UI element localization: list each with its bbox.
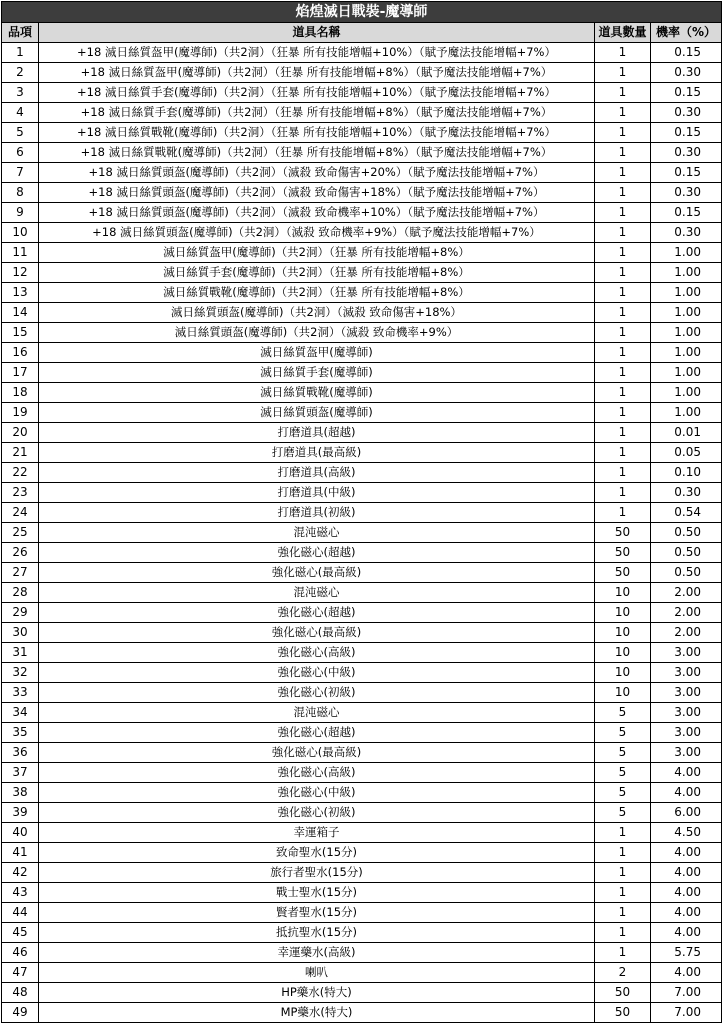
item-name: 滅日絲質頭盔(魔導師) [39,403,595,423]
item-quantity: 5 [595,803,651,823]
item-index: 20 [2,423,39,443]
table-body [2,43,722,1023]
item-rate: 2.00 [651,603,722,623]
item-name: 幸運箱子 [39,823,595,843]
item-name: +18 滅日絲質盔甲(魔導師)（共2洞）（狂暴 所有技能增幅+10%）（賦予魔法技能增幅+7%） [39,43,595,63]
table-row [2,483,722,503]
table-row [2,943,722,963]
table-row [2,323,722,343]
table-row [2,343,722,363]
item-name: +18 滅日絲質頭盔(魔導師)（共2洞）（滅殺 致命傷害+20%）（賦予魔法技能增幅+7%） [39,163,595,183]
item-rate: 1.00 [651,323,722,343]
item-name: 混沌磁心 [39,523,595,543]
item-quantity: 1 [595,943,651,963]
table-row [2,403,722,423]
item-name: +18 滅日絲質盔甲(魔導師)（共2洞）（狂暴 所有技能增幅+8%）（賦予魔法技能增幅+7%） [39,63,595,83]
item-quantity: 50 [595,983,651,1003]
item-index: 42 [2,863,39,883]
header-row [2,23,722,43]
header-rate: 機率（%） [651,23,722,43]
item-quantity: 1 [595,83,651,103]
header-index: 品項 [2,23,39,43]
item-quantity: 1 [595,203,651,223]
item-quantity: 10 [595,663,651,683]
table-title: 焰煌滅日戰裝-魔導師 [2,2,722,23]
item-rate: 0.10 [651,463,722,483]
item-quantity: 1 [595,43,651,63]
item-index: 17 [2,363,39,383]
item-quantity: 1 [595,283,651,303]
table-row [2,363,722,383]
item-index: 1 [2,43,39,63]
item-quantity: 50 [595,1003,651,1023]
item-quantity: 50 [595,523,651,543]
table-row [2,423,722,443]
item-index: 38 [2,783,39,803]
table-row [2,623,722,643]
item-rate: 0.30 [651,483,722,503]
item-rate: 0.30 [651,223,722,243]
table-row [2,643,722,663]
item-name: 滅日絲質盔甲(魔導師)（共2洞）（狂暴 所有技能增幅+8%） [39,243,595,263]
item-quantity: 10 [595,683,651,703]
item-index: 8 [2,183,39,203]
item-rate: 0.30 [651,183,722,203]
item-name: 強化磁心(中級) [39,663,595,683]
item-name: 強化磁心(超越) [39,723,595,743]
item-index: 34 [2,703,39,723]
table-row [2,1003,722,1023]
table-row [2,543,722,563]
table-row [2,243,722,263]
item-name: 滅日絲質戰靴(魔導師)（共2洞）（狂暴 所有技能增幅+8%） [39,283,595,303]
item-rate: 4.00 [651,843,722,863]
title-row [2,2,722,23]
item-index: 44 [2,903,39,923]
item-rate: 3.00 [651,643,722,663]
item-name: 混沌磁心 [39,703,595,723]
item-index: 28 [2,583,39,603]
table-row [2,103,722,123]
table-row [2,863,722,883]
item-rate: 7.00 [651,983,722,1003]
item-index: 40 [2,823,39,843]
item-rate: 3.00 [651,703,722,723]
table-row [2,783,722,803]
item-rate: 0.30 [651,143,722,163]
table-row [2,283,722,303]
item-rate: 6.00 [651,803,722,823]
item-rate: 0.15 [651,163,722,183]
item-quantity: 1 [595,163,651,183]
item-index: 14 [2,303,39,323]
item-index: 22 [2,463,39,483]
table-row [2,563,722,583]
item-rate: 1.00 [651,383,722,403]
item-quantity: 5 [595,763,651,783]
table-row [2,683,722,703]
item-quantity: 1 [595,223,651,243]
table-row [2,163,722,183]
item-rate: 4.00 [651,963,722,983]
item-rate: 0.05 [651,443,722,463]
item-rate: 4.00 [651,783,722,803]
item-index: 11 [2,243,39,263]
table-row [2,183,722,203]
item-quantity: 10 [595,583,651,603]
item-index: 36 [2,743,39,763]
item-name: 滅日絲質手套(魔導師)（共2洞）（狂暴 所有技能增幅+8%） [39,263,595,283]
item-rate: 4.00 [651,763,722,783]
item-rate: 0.30 [651,103,722,123]
table-row [2,883,722,903]
item-index: 13 [2,283,39,303]
table-row [2,723,722,743]
table-row [2,983,722,1003]
item-quantity: 10 [595,623,651,643]
probability-table [1,1,722,1023]
item-index: 27 [2,563,39,583]
item-index: 47 [2,963,39,983]
item-name: 戰士聖水(15分) [39,883,595,903]
item-quantity: 1 [595,103,651,123]
item-quantity: 50 [595,543,651,563]
table-row [2,443,722,463]
item-quantity: 1 [595,843,651,863]
item-quantity: 1 [595,423,651,443]
item-rate: 1.00 [651,363,722,383]
item-index: 46 [2,943,39,963]
item-index: 12 [2,263,39,283]
item-name: 強化磁心(高級) [39,643,595,663]
item-name: 喇叭 [39,963,595,983]
item-quantity: 5 [595,743,651,763]
item-index: 24 [2,503,39,523]
item-name: 滅日絲質盔甲(魔導師) [39,343,595,363]
item-rate: 1.00 [651,283,722,303]
item-index: 19 [2,403,39,423]
item-name: 幸運藥水(高級) [39,943,595,963]
table-row [2,43,722,63]
table-row [2,763,722,783]
item-rate: 1.00 [651,403,722,423]
item-quantity: 1 [595,363,651,383]
table-row [2,923,722,943]
item-index: 18 [2,383,39,403]
item-quantity: 10 [595,643,651,663]
item-rate: 2.00 [651,583,722,603]
item-rate: 1.00 [651,303,722,323]
item-index: 3 [2,83,39,103]
table-row [2,463,722,483]
item-name: 強化磁心(超越) [39,603,595,623]
item-index: 6 [2,143,39,163]
item-rate: 3.00 [651,743,722,763]
table-row [2,743,722,763]
item-quantity: 1 [595,123,651,143]
item-name: 強化磁心(超越) [39,543,595,563]
item-name: 強化磁心(最高級) [39,563,595,583]
table-row [2,843,722,863]
item-rate: 7.00 [651,1003,722,1023]
item-name: HP藥水(特大) [39,983,595,1003]
item-index: 45 [2,923,39,943]
item-quantity: 1 [595,403,651,423]
table-row [2,703,722,723]
table-row [2,263,722,283]
item-quantity: 1 [595,303,651,323]
item-name: 滅日絲質手套(魔導師) [39,363,595,383]
item-index: 48 [2,983,39,1003]
item-rate: 0.15 [651,123,722,143]
item-index: 4 [2,103,39,123]
item-index: 49 [2,1003,39,1023]
item-quantity: 1 [595,503,651,523]
item-index: 32 [2,663,39,683]
item-index: 26 [2,543,39,563]
item-quantity: 1 [595,863,651,883]
item-name: +18 滅日絲質頭盔(魔導師)（共2洞）（滅殺 致命傷害+18%）（賦予魔法技能增幅+7%） [39,183,595,203]
item-quantity: 1 [595,443,651,463]
item-index: 7 [2,163,39,183]
item-quantity: 1 [595,63,651,83]
table-row [2,523,722,543]
item-quantity: 1 [595,143,651,163]
table-row [2,143,722,163]
item-rate: 4.00 [651,883,722,903]
item-index: 5 [2,123,39,143]
table-row [2,223,722,243]
table-row [2,303,722,323]
item-rate: 0.15 [651,43,722,63]
item-name: 混沌磁心 [39,583,595,603]
item-index: 39 [2,803,39,823]
item-rate: 0.50 [651,563,722,583]
table-row [2,83,722,103]
item-name: +18 滅日絲質戰靴(魔導師)（共2洞）（狂暴 所有技能增幅+10%）（賦予魔法技能增幅+7%） [39,123,595,143]
item-index: 33 [2,683,39,703]
item-index: 41 [2,843,39,863]
item-rate: 5.75 [651,943,722,963]
item-quantity: 5 [595,703,651,723]
item-name: 強化磁心(初級) [39,803,595,823]
item-name: 滅日絲質頭盔(魔導師)（共2洞）（滅殺 致命機率+9%） [39,323,595,343]
table-row [2,63,722,83]
item-index: 29 [2,603,39,623]
item-name: 打磨道具(初級) [39,503,595,523]
item-index: 23 [2,483,39,503]
item-name: +18 滅日絲質頭盔(魔導師)（共2洞）（滅殺 致命機率+9%）（賦予魔法技能增幅+7%） [39,223,595,243]
item-name: 打磨道具(高級) [39,463,595,483]
item-quantity: 1 [595,243,651,263]
item-index: 30 [2,623,39,643]
item-name: +18 滅日絲質手套(魔導師)（共2洞）（狂暴 所有技能增幅+10%）（賦予魔法技能增幅+7%） [39,83,595,103]
table-row [2,663,722,683]
item-rate: 0.54 [651,503,722,523]
item-index: 16 [2,343,39,363]
item-rate: 0.01 [651,423,722,443]
item-name: 打磨道具(最高級) [39,443,595,463]
item-name: +18 滅日絲質戰靴(魔導師)（共2洞）（狂暴 所有技能增幅+8%）（賦予魔法技能增幅+7%） [39,143,595,163]
table-row [2,823,722,843]
item-rate: 1.00 [651,263,722,283]
item-index: 35 [2,723,39,743]
header-qty: 道具數量 [595,23,651,43]
item-name: 滅日絲質戰靴(魔導師) [39,383,595,403]
item-quantity: 2 [595,963,651,983]
item-rate: 1.00 [651,243,722,263]
item-index: 21 [2,443,39,463]
item-name: MP藥水(特大) [39,1003,595,1023]
item-quantity: 5 [595,783,651,803]
item-rate: 0.50 [651,543,722,563]
item-rate: 4.00 [651,903,722,923]
item-rate: 4.00 [651,863,722,883]
item-name: 打磨道具(中級) [39,483,595,503]
item-index: 25 [2,523,39,543]
item-index: 10 [2,223,39,243]
item-quantity: 1 [595,483,651,503]
item-index: 9 [2,203,39,223]
item-quantity: 1 [595,463,651,483]
item-quantity: 1 [595,923,651,943]
header-name: 道具名稱 [39,23,595,43]
item-rate: 1.00 [651,343,722,363]
item-index: 2 [2,63,39,83]
item-name: +18 滅日絲質頭盔(魔導師)（共2洞）（滅殺 致命機率+10%）（賦予魔法技能增幅+7%） [39,203,595,223]
table-row [2,383,722,403]
item-name: 強化磁心(最高級) [39,623,595,643]
item-name: 強化磁心(最高級) [39,743,595,763]
item-quantity: 1 [595,383,651,403]
item-rate: 4.50 [651,823,722,843]
item-rate: 0.15 [651,83,722,103]
table-row [2,803,722,823]
item-index: 15 [2,323,39,343]
item-quantity: 1 [595,823,651,843]
item-rate: 3.00 [651,683,722,703]
item-rate: 0.30 [651,63,722,83]
item-name: 抵抗聖水(15分) [39,923,595,943]
item-name: 強化磁心(中級) [39,783,595,803]
item-name: 強化磁心(高級) [39,763,595,783]
item-name: 賢者聖水(15分) [39,903,595,923]
item-name: +18 滅日絲質手套(魔導師)（共2洞）（狂暴 所有技能增幅+8%）（賦予魔法技能增幅+7%） [39,103,595,123]
item-index: 43 [2,883,39,903]
item-rate: 0.15 [651,203,722,223]
item-index: 37 [2,763,39,783]
item-name: 旅行者聖水(15分) [39,863,595,883]
item-quantity: 1 [595,183,651,203]
item-name: 強化磁心(初級) [39,683,595,703]
item-name: 致命聖水(15分) [39,843,595,863]
item-quantity: 1 [595,343,651,363]
item-rate: 3.00 [651,663,722,683]
table-row [2,603,722,623]
item-quantity: 5 [595,723,651,743]
item-rate: 3.00 [651,723,722,743]
item-rate: 0.50 [651,523,722,543]
table-row [2,903,722,923]
item-name: 打磨道具(超越) [39,423,595,443]
item-rate: 4.00 [651,923,722,943]
item-name: 滅日絲質頭盔(魔導師)（共2洞）（滅殺 致命傷害+18%） [39,303,595,323]
item-index: 31 [2,643,39,663]
item-quantity: 1 [595,883,651,903]
item-quantity: 10 [595,603,651,623]
item-rate: 2.00 [651,623,722,643]
item-quantity: 1 [595,903,651,923]
item-quantity: 1 [595,263,651,283]
table-row [2,583,722,603]
table-row [2,203,722,223]
item-quantity: 1 [595,323,651,343]
table-row [2,123,722,143]
item-quantity: 50 [595,563,651,583]
table-row [2,503,722,523]
table-row [2,963,722,983]
